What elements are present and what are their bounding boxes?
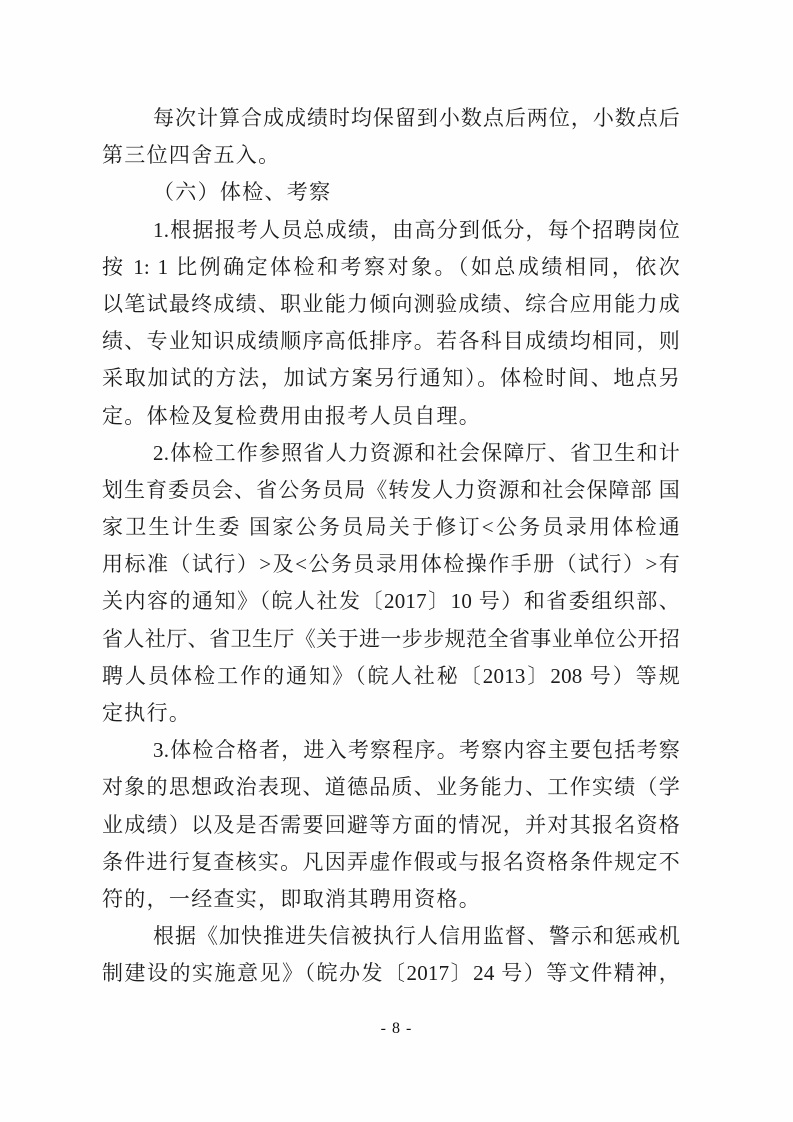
section-heading: （六）体检、考察	[153, 180, 332, 205]
text-line: 划生育委员会、省公务员局《转发人力资源和社会保障部 国	[102, 477, 680, 502]
text-line: 关内容的通知》（皖人社发〔2017〕10 号）和省委组织部、	[102, 589, 680, 614]
text-line: 按 1: 1 比例确定体检和考察对象。（如总成绩相同，依次	[102, 254, 680, 279]
text-line: 条件进行复查核实。凡因弄虚作假或与报名资格条件规定不	[102, 849, 680, 874]
text-line: 1.根据报考人员总成绩，由高分到低分，每个招聘岗位	[153, 217, 680, 242]
text-line: 绩、专业知识成绩顺序高低排序。若各科目成绩均相同，则	[102, 329, 680, 354]
text-line: 省人社厅、省卫生厅《关于进一步步规范全省事业单位公开招	[102, 626, 680, 651]
page-number: - 8 -	[380, 1020, 413, 1037]
text-line: 第三位四舍五入。	[102, 143, 281, 168]
text-line: 符的，一经查实，即取消其聘用资格。	[102, 886, 482, 911]
text-line: 定。体检及复检费用由报考人员自理。	[102, 403, 482, 428]
text-line: 制建设的实施意见》（皖办发〔2017〕24 号）等文件精神，	[102, 961, 680, 986]
text-line: 聘人员体检工作的通知》（皖人社秘〔2013〕208 号）等规	[102, 663, 680, 688]
text-line: 每次计算合成成绩时均保留到小数点后两位，小数点后	[153, 106, 680, 130]
text-line: 3.体检合格者，进入考察程序。考察内容主要包括考察	[153, 738, 680, 763]
text-line: 家卫生计生委 国家公务员局关于修订<公务员录用体检通	[102, 515, 680, 540]
text-line: 定执行。	[102, 701, 192, 725]
text-line: 根据《加快推进失信被执行人信用监督、警示和惩戒机	[153, 924, 680, 949]
text-line: 以笔试最终成绩、职业能力倾向测验成绩、综合应用能力成	[102, 291, 680, 316]
text-line: 对象的思想政治表现、道德品质、业务能力、工作实绩（学	[102, 775, 680, 800]
text-line: 采取加试的方法，加试方案另行通知）。体检时间、地点另	[102, 366, 680, 391]
document-body	[102, 100, 680, 993]
text-line: 用标准（试行）>及<公务员录用体检操作手册（试行）>有	[102, 552, 680, 577]
text-line: 业成绩）以及是否需要回避等方面的情况，并对其报名资格	[102, 812, 680, 837]
text-line: 2.体检工作参照省人力资源和社会保障厅、省卫生和计	[153, 440, 680, 465]
